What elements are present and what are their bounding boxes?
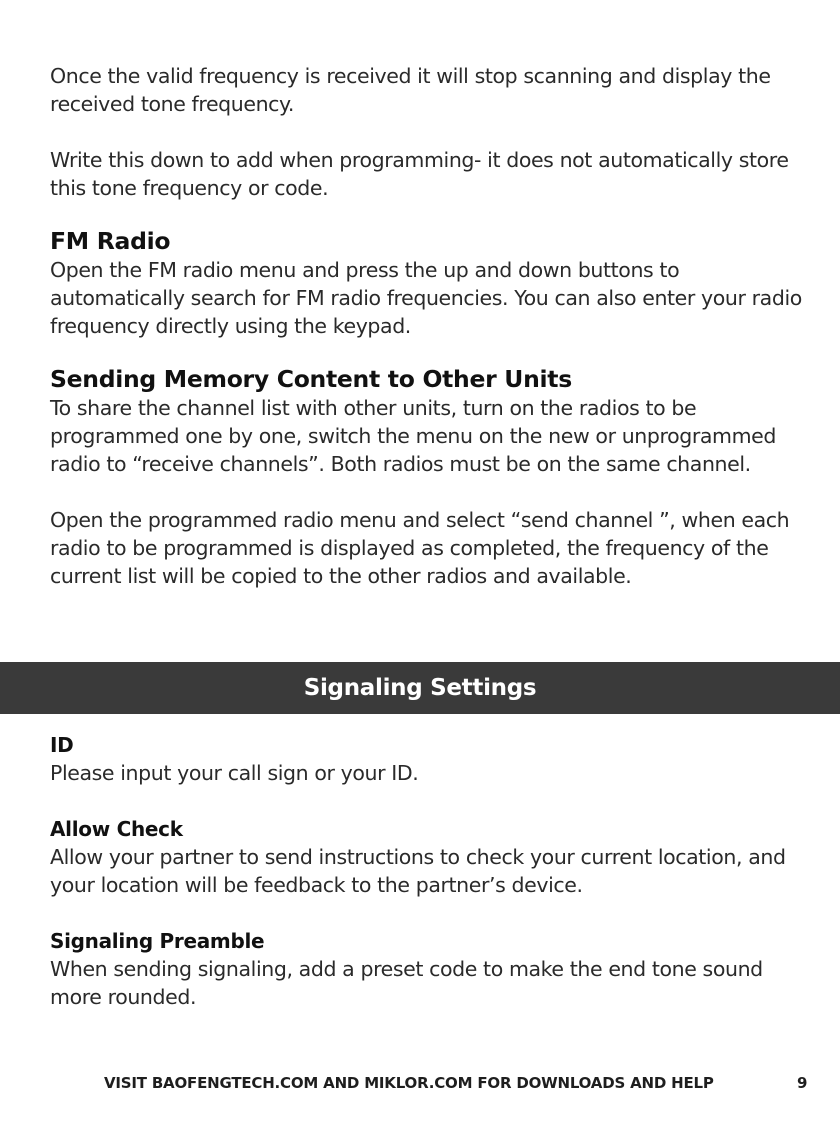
intro-paragraph-1: Once the valid frequency is received it will stop scanning and display the received tone frequency.: [50, 64, 771, 116]
signaling-settings-title: Signaling Settings: [303, 675, 537, 701]
id-heading: ID: [50, 733, 74, 757]
signaling-settings-banner: [0, 662, 840, 714]
intro-paragraph-2: Write this down to add when programming- it does not automatically store this tone frequency or code.: [50, 148, 789, 200]
signaling-preamble-heading: Signaling Preamble: [50, 929, 265, 953]
id-body: Please input your call sign or your ID.: [50, 761, 419, 785]
signaling-content: [50, 731, 810, 1011]
allow-check-body: Allow your partner to send instructions to check your current location, and your location will be feedback to the partner’s device.: [50, 845, 786, 897]
allow-check-heading: Allow Check: [50, 817, 183, 841]
footer-text: VISIT BAOFENGTECH.COM AND MIKLOR.COM FOR DOWNLOADS AND HELP: [104, 1074, 714, 1092]
page-footer: [0, 1074, 840, 1098]
main-content: [50, 62, 810, 590]
page-number: 9: [797, 1074, 808, 1092]
signaling-preamble-body: When sending signaling, add a preset code to make the end tone sound more rounded.: [50, 957, 763, 1009]
fm-radio-heading: FM Radio: [50, 227, 171, 255]
fm-radio-body: Open the FM radio menu and press the up and down buttons to automatically search for FM radio frequencies. You can also enter your radio frequency directly using the keypad.: [50, 258, 802, 338]
sending-memory-paragraph-1: To share the channel list with other units, turn on the radios to be programmed one by one, switch the menu on the new or unprogrammed radio to “receive channels”. Both radios must be on the same channel.: [50, 396, 776, 476]
sending-memory-paragraph-2: Open the programmed radio menu and select “send channel ”, when each radio to be programmed is displayed as completed, the frequency of the current list will be copied to the other radios and available.: [50, 508, 790, 588]
sending-memory-heading: Sending Memory Content to Other Units: [50, 365, 572, 393]
